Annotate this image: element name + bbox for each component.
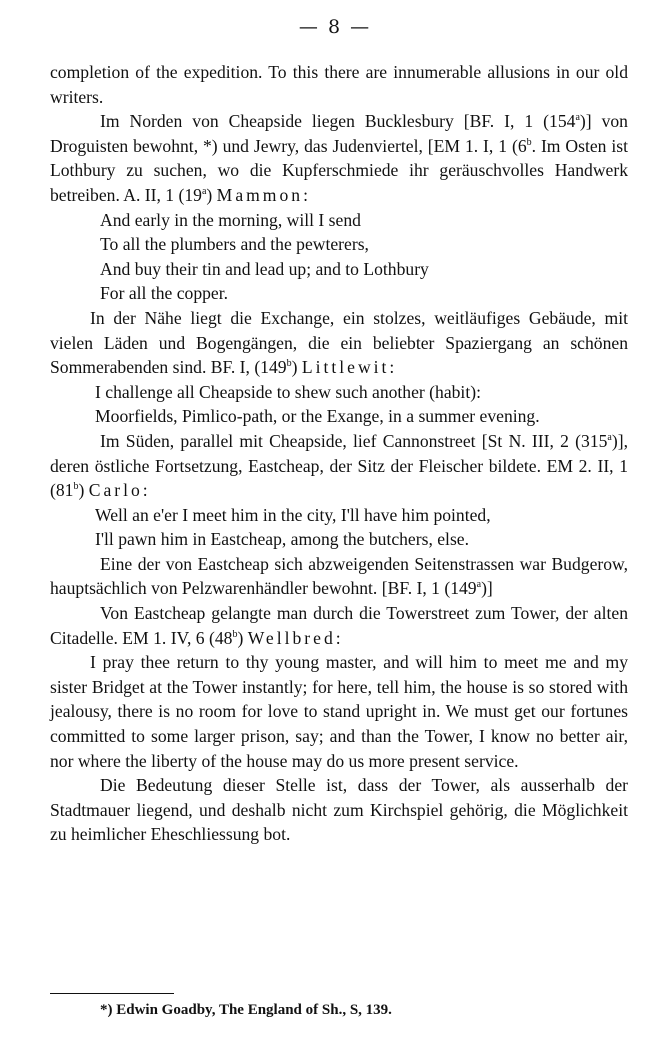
- page-body: [50, 60, 628, 847]
- superscript: a: [201, 186, 207, 198]
- verse-line: And early in the morning, will I send: [100, 209, 361, 230]
- text-run: ): [291, 357, 298, 378]
- text-run: ): [78, 480, 85, 501]
- verse-line: Moorfields, Pimlico-path, or the Exange, in a summer evening.: [95, 406, 540, 427]
- text-run: Eine der von Eastcheap sich abzweigenden Seitenstrassen war Budgerow, hauptsächlich von Pelzwarenhändler bewohnt. [BF. I, 1 (149: [50, 553, 628, 599]
- superscript: a: [575, 112, 580, 124]
- verse-line: I challenge all Cheapside to shew such another (habit):: [95, 381, 481, 402]
- text-run: Von Eastcheap gelangte man durch die Towerstreet zum Tower, der alten Citadelle. EM 1. IV, 6 (48: [50, 603, 628, 648]
- paragraph-tower: [50, 601, 628, 650]
- page-number: — 8 —: [298, 16, 372, 38]
- superscript: b: [232, 628, 238, 640]
- text-run: ): [206, 184, 213, 205]
- text-run: In der Nähe liegt die Exchange, ein stolzes, weitläufiges Gebäude, mit vielen Läden und Bogengängen, die ein beliebter Spaziergang an schönen Sommerabenden sind. BF. I, (149: [50, 307, 628, 378]
- paragraph-bucklesbury: [50, 109, 628, 207]
- text-run: Im Norden von Cheapside liegen Bucklesbury [BF. I, 1 (154: [100, 111, 576, 132]
- quotation-wellbred: I pray thee return to thy young master, and will him to meet me and my sister Bridget at the Tower instantly; for here, tell him, the house is so stored with jealousy, there is no room for love to stand upright in. We must get our fortunes committed to some larger prison, say; and than the Tower, I know no better air, nor where the liberty of the house may do us more present service.: [50, 652, 628, 771]
- superscript: a: [607, 432, 612, 444]
- speaker-name: Littlewit:: [301, 357, 398, 378]
- text-run: )] von Droguisten bewohnt, *) und Jewry, das Judenviertel, [EM 1. I, 1 (6: [50, 111, 628, 156]
- superscript: a: [476, 579, 482, 591]
- paragraph-bedeutung: Die Bedeutung dieser Stelle ist, dass der Tower, als ausserhalb der Stadtmauer liegend, und deshalb nicht zum Kirchspiel gehörig, die Möglichkeit zu heimlicher Eheschliessung bot.: [50, 775, 628, 845]
- superscript: b: [73, 481, 79, 493]
- paragraph-exchange: [50, 306, 628, 380]
- verse-line: I'll pawn him in Eastcheap, among the butchers, else.: [95, 529, 469, 550]
- speaker-name: Carlo:: [88, 480, 151, 501]
- text-run: ): [237, 627, 244, 648]
- verse-line: For all the copper.: [100, 283, 229, 304]
- verse-line: Well an e'er I meet him in the city, I'll have him pointed,: [95, 504, 491, 525]
- text-run: )]: [481, 578, 493, 599]
- text-run: Im Süden, parallel mit Cheapside, lief Cannonstreet [St N. III, 2 (315: [100, 430, 608, 451]
- paragraph-continuation: completion of the expedition. To this there are innumerable allusions in our old writers.: [50, 62, 628, 107]
- superscript: b: [286, 358, 292, 370]
- footnote: *) Edwin Goadby, The England of Sh., S, 139.: [100, 1002, 392, 1018]
- footnote-divider: [50, 993, 174, 994]
- speaker-name: Wellbred:: [247, 627, 344, 648]
- verse-line: To all the plumbers and the pewterers,: [100, 234, 369, 255]
- speaker-name: Mammon:: [216, 184, 311, 205]
- verse-line: And buy their tin and lead up; and to Lothbury: [100, 258, 429, 279]
- paragraph-budgerow: [50, 552, 628, 601]
- text-run: . Im Osten ist Lothbury zu suchen, wo die Kupferschmiede ihr geräuschvolles Handwerk betreiben. A. II, 1 (19: [50, 135, 628, 205]
- superscript: b: [526, 136, 532, 148]
- text-run: )], deren östliche Fortsetzung, Eastcheap, der Sitz der Fleischer bildete. EM 2. II, 1 (81: [50, 430, 628, 501]
- paragraph-cannonstreet: [50, 429, 628, 503]
